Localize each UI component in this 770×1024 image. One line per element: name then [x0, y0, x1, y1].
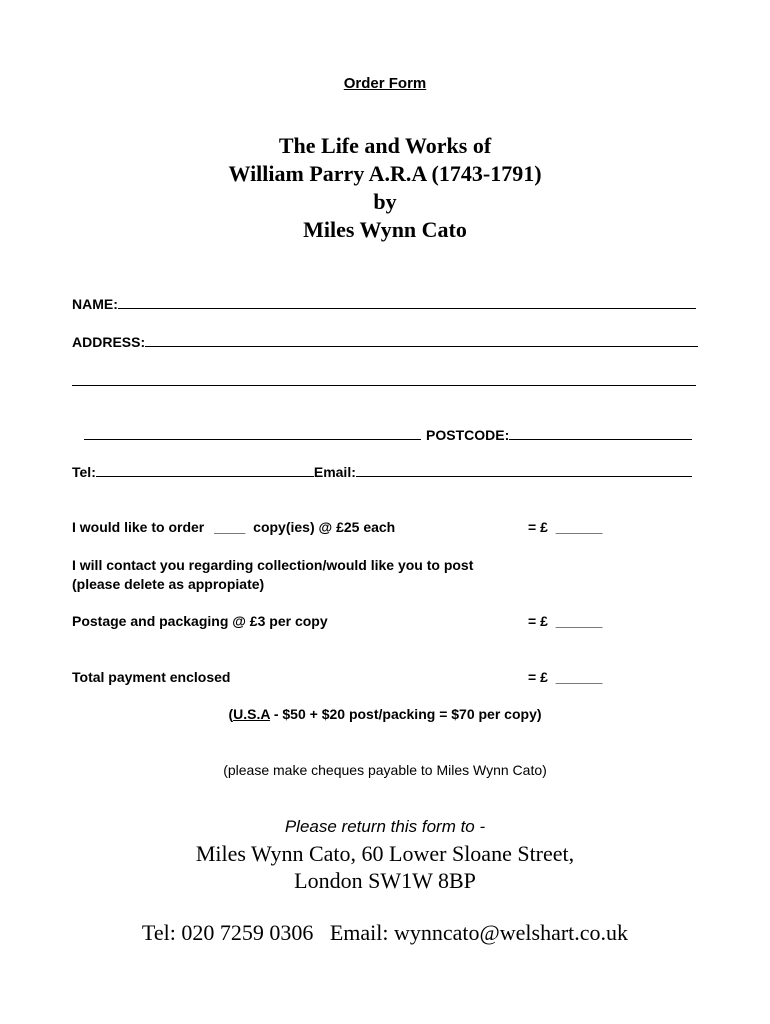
- cheques-note: (please make cheques payable to Miles Wynn Cato): [223, 762, 547, 778]
- total-label: Total payment enclosed: [72, 669, 231, 685]
- usa-open-paren: (: [228, 706, 234, 722]
- address-blank-line-3[interactable]: [84, 439, 421, 440]
- email-blank-line[interactable]: [356, 476, 692, 477]
- book-title-line1: The Life and Works of: [278, 133, 492, 158]
- postcode-blank-line[interactable]: [509, 439, 692, 440]
- usa-pricing-text: - $50 + $20 post/packing = $70 per copy): [269, 706, 542, 722]
- book-title-line2: William Parry A.R.A (1743-1791): [228, 161, 542, 186]
- postage-amount: [528, 613, 602, 629]
- copies-amount: [528, 519, 602, 535]
- book-title-by: by: [373, 189, 397, 214]
- postage-label: Postage and packaging @ £3 per copy: [72, 613, 328, 629]
- contact-row: [72, 464, 692, 480]
- tel-blank-line[interactable]: [96, 476, 314, 477]
- order-copies-line: [72, 519, 395, 535]
- tel-label: Tel:: [72, 464, 96, 480]
- collection-line-1: I will contact you regarding collection/would like you to post: [72, 557, 474, 573]
- name-field[interactable]: [72, 296, 696, 312]
- book-title-block: [0, 132, 770, 244]
- collection-note: [72, 556, 473, 594]
- address-label: ADDRESS:: [72, 334, 146, 350]
- book-author: Miles Wynn Cato: [303, 217, 467, 242]
- postcode-label: POSTCODE:: [426, 427, 510, 443]
- address-field[interactable]: [72, 334, 698, 350]
- copies-equals-pound: = £: [528, 519, 548, 535]
- collection-line-2: (please delete as appropiate): [72, 576, 265, 592]
- total-equals-pound: = £: [528, 669, 548, 685]
- address-blank-line-2[interactable]: [72, 385, 696, 386]
- copies-amount-blank[interactable]: ______: [555, 519, 603, 535]
- order-copies-suffix: copy(ies) @ £25 each: [253, 519, 396, 535]
- name-blank-line[interactable]: [118, 308, 696, 309]
- postage-amount-blank[interactable]: ______: [555, 613, 603, 629]
- copies-quantity-blank[interactable]: ____: [214, 519, 246, 535]
- order-copies-prefix: I would like to order: [72, 519, 205, 535]
- total-amount: [528, 669, 602, 685]
- usa-pricing-note: [0, 706, 770, 722]
- name-label: NAME:: [72, 296, 118, 312]
- return-address-line-2: London SW1W 8BP: [294, 868, 476, 893]
- postage-equals-pound: = £: [528, 613, 548, 629]
- total-amount-blank[interactable]: ______: [555, 669, 603, 685]
- form-title: Order Form: [343, 75, 427, 92]
- return-contact: Tel: 020 7259 0306 Email: wynncato@welshart.co.uk: [141, 920, 629, 945]
- email-label: Email:: [313, 464, 356, 480]
- usa-abbreviation: U.S.A: [233, 706, 270, 722]
- return-address-line-1: Miles Wynn Cato, 60 Lower Sloane Street,: [195, 841, 575, 866]
- address-blank-line-1[interactable]: [145, 346, 698, 347]
- return-heading: Please return this form to -: [284, 817, 486, 836]
- postcode-row: [84, 427, 692, 443]
- return-address: [0, 840, 770, 894]
